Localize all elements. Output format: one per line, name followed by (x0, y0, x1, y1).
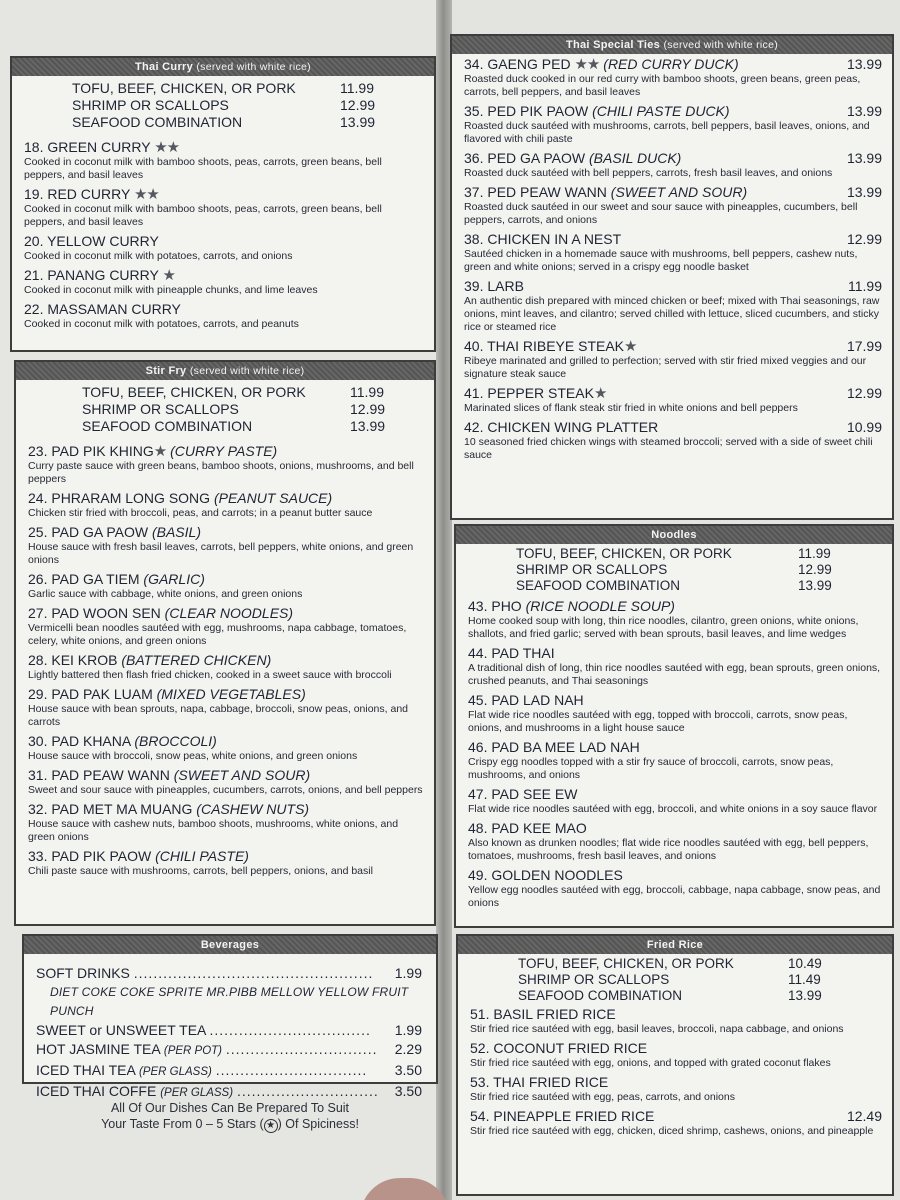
item-price: 13.99 (846, 150, 882, 166)
protein-name: SHRIMP OR SCALLOPS (518, 972, 670, 987)
item-description: A traditional dish of long, thin rice noodles sautéed with egg, bean sprouts, green onions, crushed peanuts, and Thai seasonings (468, 662, 881, 687)
item-subtitle: (BASIL) (151, 524, 201, 540)
protein-row (72, 97, 434, 114)
beverage-price: 1.99 (394, 965, 422, 981)
item-name: 40. THAI RIBEYE STEAK (464, 338, 625, 354)
menu-item (452, 278, 892, 334)
protein-name: SEAFOOD COMBINATION (72, 114, 243, 130)
item-description: Sweet and sour sauce with pineapples, cucumbers, carrots, onions, and bell peppers (28, 784, 423, 796)
spice-stars-icon: ★★ (154, 139, 180, 156)
item-description: Roasted duck sautéed in our sweet and sour sauce with pineapples, cucumbers, bell peppers, carrots, and onions (464, 201, 858, 226)
protein-price-list (82, 384, 434, 435)
menu-item (456, 598, 892, 641)
section-banner (458, 936, 892, 954)
item-description: An authentic dish prepared with minced chicken or beef; mixed with Thai seasonings, raw onions, mint leaves, and cilantro; served chilled with lettuce, sliced cucumbers, and sticky rice or steamed rice (464, 295, 880, 333)
menu-item (452, 385, 892, 415)
specialty-items (452, 54, 892, 462)
menu-item (452, 338, 892, 381)
item-price: 12.49 (846, 1108, 882, 1124)
section-title: Fried Rice (646, 939, 704, 951)
menu-item (16, 686, 434, 729)
beverage-name: SWEET or UNSWEET TEA (36, 1022, 206, 1038)
item-name: 21. PANANG CURRY (24, 267, 159, 283)
protein-price: 11.49 (788, 972, 821, 987)
item-name: 38. CHICKEN IN A NEST (464, 231, 622, 247)
note-text: ) Of Spiciness! (277, 1117, 359, 1131)
item-name: 51. BASIL FRIED RICE (470, 1006, 616, 1022)
spice-stars-icon: ★★ (574, 56, 600, 73)
beverages-section (22, 934, 438, 1099)
item-name: 44. PAD THAI (468, 645, 555, 661)
item-subtitle: (BATTERED CHICKEN) (121, 652, 272, 668)
protein-price: 13.99 (788, 988, 822, 1003)
protein-row (82, 418, 434, 435)
protein-row (82, 401, 434, 418)
menu-item (452, 231, 892, 274)
protein-price: 10.49 (788, 956, 822, 971)
protein-name: SEAFOOD COMBINATION (516, 578, 681, 593)
item-name: 34. GAENG PED (464, 56, 571, 72)
menu-item (12, 186, 434, 229)
menu-item (16, 733, 434, 763)
protein-row (516, 562, 892, 578)
item-name: 20. YELLOW CURRY (24, 233, 159, 249)
protein-row (72, 114, 434, 131)
item-name: 32. PAD MET MA MUANG (28, 801, 193, 817)
item-subtitle: (MIXED VEGETABLES) (156, 686, 306, 702)
item-subtitle: (CASHEW NUTS) (196, 801, 310, 817)
menu-item (16, 571, 434, 601)
spice-stars-icon: ★ (593, 385, 607, 402)
menu-item (456, 692, 892, 735)
item-name: 33. PAD PIK PAOW (28, 848, 152, 864)
item-description: Sautéed chicken in a homemade sauce with mushrooms, bell peppers, cashew nuts, green and white onions; served in a crispy egg noodle basket (464, 248, 858, 273)
protein-row (72, 80, 434, 97)
section-title: Thai Special Ties (565, 39, 661, 51)
protein-name: SEAFOOD COMBINATION (82, 418, 253, 434)
menu-item (16, 652, 434, 682)
item-description: Roasted duck cooked in our red curry with bamboo shoots, green beans, green peas, carrots, bell peppers, and basil leaves (464, 73, 861, 98)
note-line: All Of Our Dishes Can Be Prepared To Suit (110, 1101, 350, 1115)
protein-price: 11.99 (340, 80, 374, 96)
menu-item (458, 1074, 892, 1104)
item-subtitle: (SWEET AND SOUR) (173, 767, 311, 783)
item-description: Cooked in coconut milk with bamboo shoots, peas, carrots, green beans, bell peppers, and basil leaves (24, 156, 382, 181)
item-description: Stir fried rice sautéed with egg, onions, and topped with grated coconut flakes (470, 1057, 831, 1069)
item-description: Crispy egg noodles topped with a stir fry sauce of broccoli, carrots, snow peas, mushrooms, and onions (468, 756, 834, 781)
beverage-name: HOT JASMINE TEA (36, 1041, 160, 1057)
protein-row (518, 972, 892, 988)
item-description: Marinated slices of flank steak stir fried in white onions and bell peppers (464, 402, 798, 414)
protein-name: TOFU, BEEF, CHICKEN, OR PORK (518, 956, 734, 971)
spiciness-note (60, 1100, 400, 1133)
protein-price: 11.99 (350, 384, 384, 400)
section-title: Stir Fry (145, 365, 187, 377)
item-price: 13.99 (846, 184, 882, 200)
item-description: Flat wide rice noodles sautéed with egg, topped with broccoli, carrots, snow peas, onions, and mushrooms in a light house sauce (468, 709, 848, 734)
section-banner (456, 526, 892, 544)
fried-rice-items (458, 1006, 892, 1138)
item-description: Vermicelli bean noodles sautéed with egg, mushrooms, napa cabbage, tomatoes, celery, white onions, and green onions (28, 622, 407, 647)
item-description: 10 seasoned fried chicken wings with steamed broccoli; served with a side of sweet chili sauce (464, 436, 873, 461)
item-price: 11.99 (848, 278, 882, 294)
item-description: Yellow egg noodles sautéed with egg, broccoli, cabbage, napa cabbage, snow peas, and onions (468, 884, 881, 909)
item-name: 29. PAD PAK LUAM (28, 686, 153, 702)
menu-item (456, 820, 892, 863)
protein-price: 13.99 (350, 418, 386, 434)
item-description: Roasted duck sautéed with mushrooms, carrots, bell peppers, basil leaves, onions, and flavored with chili paste (464, 120, 870, 145)
beverage-row: ICED THAI TEA (PER GLASS) ............................... 3.50 (36, 1061, 422, 1082)
beverage-price: 1.99 (394, 1022, 422, 1038)
protein-name: TOFU, BEEF, CHICKEN, OR PORK (516, 546, 732, 561)
item-description: Chili paste sauce with mushrooms, carrots, bell peppers, onions, and basil (28, 865, 373, 877)
beverage-note: (PER GLASS) (138, 1066, 212, 1078)
section-banner (24, 936, 436, 954)
item-name: 36. PED GA PAOW (464, 150, 586, 166)
beverage-row: SWEET or UNSWEET TEA ................................. 1.99 (36, 1022, 422, 1038)
item-price: 12.99 (846, 385, 882, 401)
item-name: 18. GREEN CURRY (24, 139, 151, 155)
item-subtitle: (RICE NOODLE SOUP) (525, 598, 675, 614)
item-name: 27. PAD WOON SEN (28, 605, 161, 621)
section-banner (16, 362, 434, 380)
protein-row (82, 384, 434, 401)
beverage-row: ICED THAI COFFE (PER GLASS) ............................. 3.50 (36, 1082, 422, 1103)
noodles-section (454, 524, 894, 928)
item-name: 37. PED PEAW WANN (464, 184, 607, 200)
menu-item (458, 1040, 892, 1070)
spice-stars-icon: ★ (153, 443, 167, 460)
menu-item (456, 645, 892, 688)
item-name: 19. RED CURRY (24, 186, 131, 202)
beverage-price: 3.50 (394, 1083, 422, 1099)
item-description: Garlic sauce with cabbage, white onions, and green onions (28, 588, 303, 600)
section-banner (12, 58, 434, 76)
item-description: House sauce with broccoli, snow peas, white onions, and green onions (28, 750, 358, 762)
menu-item (456, 867, 892, 910)
stir-fry-items (16, 443, 434, 878)
item-name: 41. PEPPER STEAK (464, 385, 594, 401)
item-name: 30. PAD KHANA (28, 733, 131, 749)
item-name: 53. THAI FRIED RICE (470, 1074, 609, 1090)
item-description: Ribeye marinated and grilled to perfection; served with stir fried mixed veggies and our signature steak sauce (464, 355, 867, 380)
note-line (60, 1116, 400, 1133)
item-price: 17.99 (846, 338, 882, 354)
item-name: 35. PED PIK PAOW (464, 103, 589, 119)
menu-item (452, 184, 892, 227)
beverage-note: (PER GLASS) (160, 1087, 234, 1099)
section-title: Thai Curry (135, 61, 194, 73)
protein-price-list (72, 80, 434, 131)
item-price: 12.99 (846, 231, 882, 247)
thai-specialties-section (450, 34, 894, 520)
menu-item (16, 490, 434, 520)
item-subtitle: (SWEET AND SOUR) (610, 184, 748, 200)
item-name: 22. MASSAMAN CURRY (24, 301, 181, 317)
item-description: Cooked in coconut milk with potatoes, carrots, and onions (24, 250, 293, 262)
thai-curry-section (10, 56, 436, 352)
item-subtitle: (CHILI PASTE DUCK) (592, 103, 730, 119)
menu-item (452, 56, 892, 99)
item-subtitle: (CHILI PASTE) (155, 848, 249, 864)
item-name: 25. PAD GA PAOW (28, 524, 149, 540)
protein-name: SHRIMP OR SCALLOPS (516, 562, 668, 577)
fried-rice-section (456, 934, 894, 1196)
spice-stars-icon: ★★ (133, 186, 159, 203)
menu-item (458, 1108, 892, 1138)
protein-price: 13.99 (340, 114, 376, 130)
item-subtitle: (GARLIC) (143, 571, 205, 587)
item-name: 46. PAD BA MEE LAD NAH (468, 739, 640, 755)
item-name: 39. LARB (464, 278, 524, 294)
menu-item (16, 767, 434, 797)
menu-item (12, 301, 434, 331)
item-name: 28. KEI KROB (28, 652, 118, 668)
menu-item (16, 605, 434, 648)
item-name: 31. PAD PEAW WANN (28, 767, 170, 783)
beverage-row: SOFT DRINKS ................................................. 1.99 (36, 965, 422, 981)
protein-name: TOFU, BEEF, CHICKEN, OR PORK (82, 384, 306, 400)
menu-item (16, 848, 434, 878)
item-description: Also known as drunken noodles; flat wide rice noodles sautéed with egg, bell peppers, tomatoes, mushrooms, fresh basil leaves, and onions (468, 837, 869, 862)
item-name: 48. PAD KEE MAO (468, 820, 587, 836)
section-title: Beverages (200, 939, 260, 951)
protein-price: 13.99 (798, 578, 832, 593)
item-name: 52. COCONUT FRIED RICE (470, 1040, 648, 1056)
item-description: Chicken stir fried with broccoli, peas, and carrots; in a peanut butter sauce (28, 507, 373, 519)
item-description: House sauce with cashew nuts, bamboo shoots, mushrooms, white onions, and green onions (28, 818, 399, 843)
menu-item (452, 103, 892, 146)
spice-stars-icon: ★ (162, 267, 175, 284)
protein-price: 11.99 (798, 546, 831, 561)
item-description: Roasted duck sautéed with bell peppers, carrots, fresh basil leaves, and onions (464, 167, 833, 179)
note-text: Your Taste From 0 – 5 Stars ( (101, 1117, 264, 1131)
menu-item (16, 443, 434, 486)
item-price: 10.99 (846, 419, 882, 435)
beverage-name: ICED THAI TEA (36, 1062, 136, 1078)
item-price: 13.99 (846, 56, 882, 72)
item-subtitle: (BASIL DUCK) (589, 150, 682, 166)
section-subtitle: (served with white rice) (663, 39, 779, 51)
soda-options: DIET COKE COKE SPRITE MR.PIBB MELLOW YELLOW FRUIT PUNCH (50, 985, 409, 1018)
item-description: Cooked in coconut milk with pineapple chunks, and lime leaves (24, 284, 318, 296)
item-name: 45. PAD LAD NAH (468, 692, 584, 708)
item-subtitle: (CURRY PASTE) (170, 443, 278, 459)
item-description: Flat wide rice noodles sautéed with egg, broccoli, and white onions in a soy sauce flavor (468, 803, 878, 815)
item-description: Cooked in coconut milk with bamboo shoots, peas, carrots, green beans, bell peppers, and basil leaves (24, 203, 382, 228)
protein-price: 12.99 (350, 401, 386, 417)
beverage-list (24, 954, 436, 1103)
stir-fry-section (14, 360, 436, 926)
section-title: Noodles (651, 529, 697, 541)
item-description: Curry paste sauce with green beans, bamboo shoots, onions, mushrooms, and bell peppers (28, 460, 414, 485)
menu-item (456, 739, 892, 782)
protein-row (518, 956, 892, 972)
section-banner (452, 36, 892, 54)
protein-price: 12.99 (340, 97, 376, 113)
noodle-items (456, 598, 892, 910)
item-subtitle: (CLEAR NOODLES) (164, 605, 294, 621)
star-icon: ★ (264, 1119, 278, 1133)
item-description: Cooked in coconut milk with potatoes, carrots, and peanuts (24, 318, 299, 330)
item-subtitle: (BROCCOLI) (134, 733, 217, 749)
item-description: Stir fried rice sautéed with egg, peas, carrots, and onions (470, 1091, 735, 1103)
item-description: Lightly battered then flash fried chicken, cooked in a sweet sauce with broccoli (28, 669, 392, 681)
protein-name: SEAFOOD COMBINATION (518, 988, 683, 1003)
beverage-price: 3.50 (394, 1062, 422, 1078)
spice-stars-icon: ★ (624, 338, 637, 355)
beverage-name: SOFT DRINKS (36, 965, 130, 981)
menu-item (12, 267, 434, 297)
item-name: 42. CHICKEN WING PLATTER (464, 419, 659, 435)
protein-name: SHRIMP OR SCALLOPS (82, 401, 239, 417)
item-name: 24. PHRARAM LONG SONG (28, 490, 211, 506)
item-subtitle: (PEANUT SAUCE) (213, 490, 333, 506)
item-price: 13.99 (846, 103, 882, 119)
item-name: 47. PAD SEE EW (468, 786, 578, 802)
item-description: Home cooked soup with long, thin rice noodles, cilantro, green onions, white onions, shallots, and fried garlic; served with bean sprouts, basil leaves, and lime wedges (468, 615, 859, 640)
menu-item (452, 150, 892, 180)
protein-row (516, 546, 892, 562)
menu-item (458, 1006, 892, 1036)
beverage-name: ICED THAI COFFE (36, 1083, 157, 1099)
item-name: 49. GOLDEN NOODLES (468, 867, 623, 883)
item-name: 26. PAD GA TIEM (28, 571, 140, 587)
protein-row (516, 578, 892, 594)
protein-price-list (516, 546, 892, 594)
beverage-row: HOT JASMINE TEA (PER POT) ............................... 2.29 (36, 1040, 422, 1061)
menu-item (16, 524, 434, 567)
menu-item (456, 786, 892, 816)
item-subtitle: (RED CURRY DUCK) (603, 56, 739, 72)
section-subtitle: (served with white rice) (189, 365, 305, 377)
protein-name: SHRIMP OR SCALLOPS (72, 97, 229, 113)
beverage-price: 2.29 (394, 1041, 422, 1057)
protein-price: 12.99 (798, 562, 832, 577)
item-description: Stir fried rice sautéed with egg, chicken, diced shrimp, cashews, onions, and pineapple (470, 1125, 874, 1137)
item-description: House sauce with fresh basil leaves, carrots, bell peppers, white onions, and green onions (28, 541, 414, 566)
protein-row (518, 988, 892, 1004)
beverage-note: (PER POT) (163, 1045, 222, 1057)
protein-name: TOFU, BEEF, CHICKEN, OR PORK (72, 80, 296, 96)
menu-item (452, 419, 892, 462)
item-description: House sauce with bean sprouts, napa, cabbage, broccoli, snow peas, onions, and carrots (28, 703, 408, 728)
item-description: Stir fried rice sautéed with egg, basil leaves, broccoli, napa cabbage, and onions (470, 1023, 844, 1035)
item-name: 54. PINEAPPLE FRIED RICE (470, 1108, 655, 1124)
protein-price-list (518, 956, 892, 1004)
item-name: 23. PAD PIK KHING (28, 443, 154, 459)
menu-item (16, 801, 434, 844)
item-name: 43. PHO (468, 598, 522, 614)
curry-items (12, 139, 434, 331)
menu-item (12, 233, 434, 263)
section-subtitle: (served with white rice) (196, 61, 311, 73)
menu-item (12, 139, 434, 182)
